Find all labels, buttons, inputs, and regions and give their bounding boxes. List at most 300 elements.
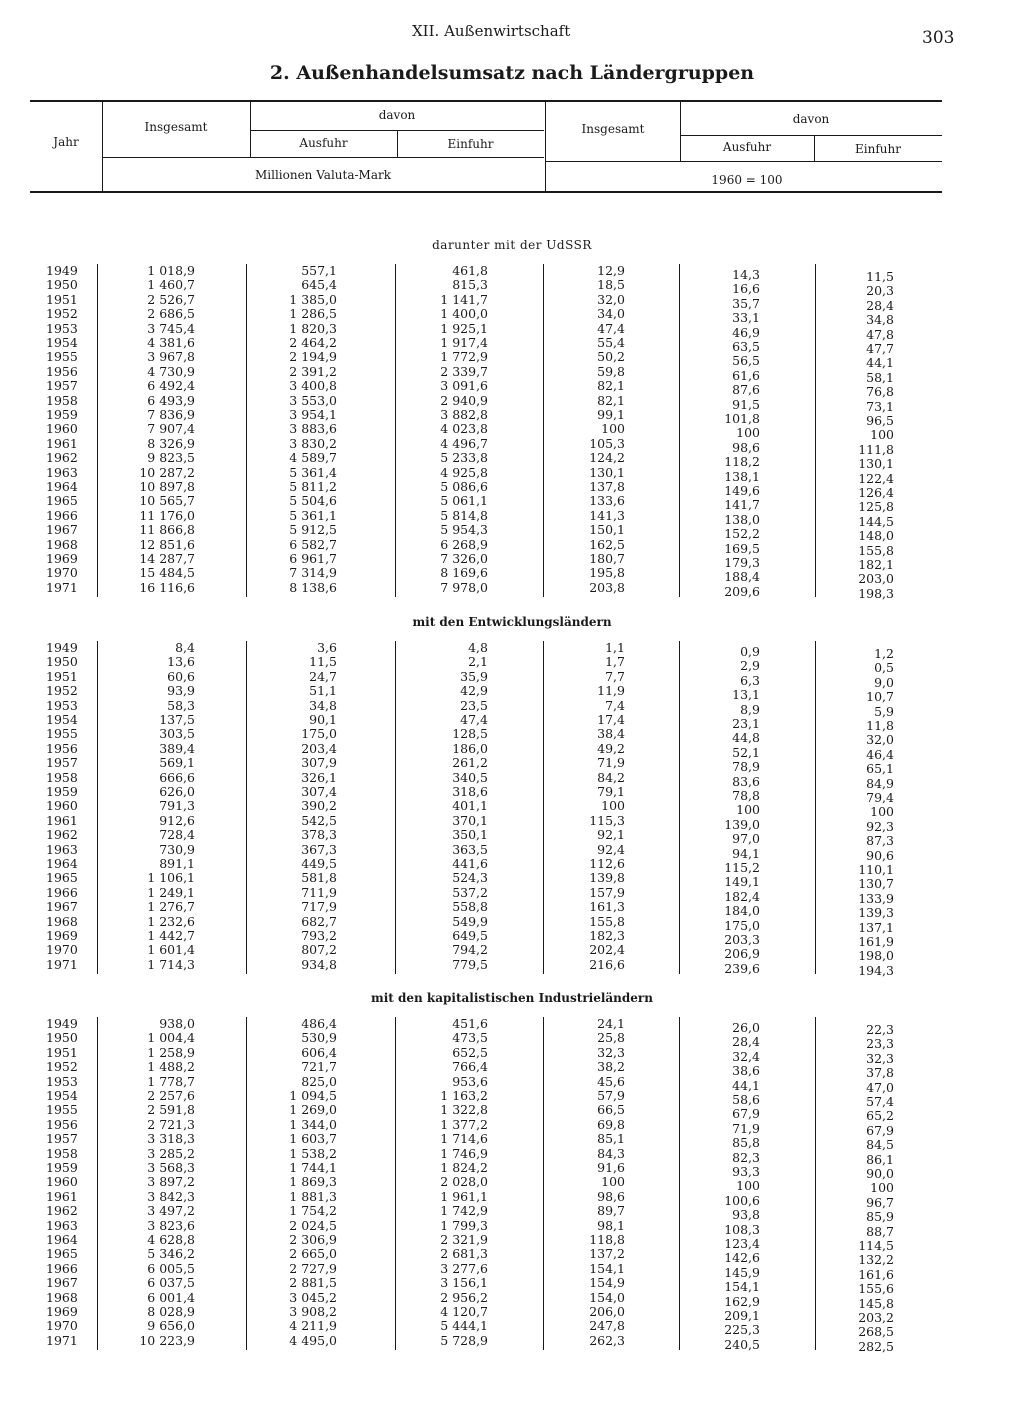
ausfuhr-index-cell: 100,6 [724,1192,760,1208]
insgesamt-index-cell: 203,8 [589,579,625,595]
page-title: 2. Außenhandelsumsatz nach Ländergruppen [269,62,755,84]
einfuhr-index-cell: 47,7 [866,341,894,356]
ausfuhr-index-cell: 141,7 [724,497,760,513]
einfuhr-index-cell: 22,3 [866,1022,894,1037]
einfuhr-value-cell: 7 326,0 [440,551,488,566]
ausfuhr-value-cell: 307,9 [301,755,337,771]
einfuhr-index-cell: 145,8 [858,1295,894,1311]
header-unit-right: 1960 = 100 [711,173,783,187]
ausfuhr-index-cell: 23,1 [732,716,760,731]
year-cell: 1963 [46,841,78,857]
einfuhr-index-cell: 87,3 [866,833,894,849]
ausfuhr-value-cell: 1 744,1 [289,1160,337,1175]
year-cell: 1965 [46,1246,78,1262]
year-cell: 1962 [46,450,78,466]
ausfuhr-index-cell: 56,5 [732,353,760,369]
ausfuhr-index-cell: 139,0 [724,816,760,832]
ausfuhr-index-cell: 115,2 [724,860,760,875]
einfuhr-value-cell: 794,2 [452,942,488,958]
einfuhr-value-cell: 1 961,1 [440,1188,488,1204]
einfuhr-index-cell: 92,3 [866,818,894,834]
insgesamt-value-cell: 13,6 [167,654,195,670]
ausfuhr-value-cell: 2 306,9 [289,1232,337,1247]
ausfuhr-value-cell: 3 045,2 [289,1289,337,1305]
ausfuhr-value-cell: 4 495,0 [289,1332,337,1348]
header-insgesamt-right: Insgesamt [581,122,645,136]
table-row [0,784,1024,805]
insgesamt-index-cell: 155,8 [589,913,625,929]
insgesamt-value-cell: 7 836,9 [147,407,195,422]
insgesamt-value-cell: 1 249,1 [147,884,195,900]
year-cell: 1966 [46,884,78,900]
year-cell: 1960 [46,421,78,437]
einfuhr-value-cell: 363,5 [452,841,488,857]
einfuhr-index-cell: 84,5 [866,1137,894,1153]
page-number: 303 [922,28,955,48]
einfuhr-value-cell: 2 321,9 [440,1232,488,1247]
insgesamt-index-cell: 1,7 [605,654,625,670]
einfuhr-value-cell: 1 377,2 [440,1116,488,1132]
year-cell: 1964 [46,1232,78,1247]
insgesamt-value-cell: 666,6 [159,769,195,785]
insgesamt-value-cell: 1 258,9 [147,1044,195,1060]
einfuhr-index-cell: 194,3 [858,962,894,978]
ausfuhr-index-cell: 87,6 [732,382,760,398]
table-row [0,640,1024,661]
ausfuhr-index-cell: 28,4 [732,1034,760,1050]
ausfuhr-value-cell: 1 820,3 [289,320,337,336]
ausfuhr-value-cell: 581,8 [301,870,337,886]
insgesamt-index-cell: 59,8 [597,363,625,379]
year-cell: 1954 [46,712,78,727]
ausfuhr-index-cell: 58,6 [732,1092,760,1107]
ausfuhr-value-cell: 3 830,2 [289,435,337,451]
ausfuhr-index-cell: 209,6 [724,583,760,599]
insgesamt-index-cell: 100 [601,421,625,437]
einfuhr-index-cell: 65,2 [866,1108,894,1124]
insgesamt-index-cell: 112,6 [589,856,625,871]
ausfuhr-value-cell: 1 286,5 [289,306,337,322]
insgesamt-value-cell: 6 005,5 [147,1260,195,1276]
ausfuhr-index-cell: 154,1 [724,1279,760,1295]
einfuhr-value-cell: 23,5 [460,697,488,713]
ausfuhr-index-cell: 240,5 [724,1336,760,1352]
einfuhr-value-cell: 42,9 [460,683,488,699]
header-ausfuhr-right: Ausfuhr [722,140,772,154]
einfuhr-index-cell: 88,7 [866,1223,894,1239]
einfuhr-index-cell: 28,4 [866,297,894,313]
year-cell: 1971 [46,956,78,972]
einfuhr-value-cell: 318,6 [452,784,488,799]
einfuhr-index-cell: 130,1 [858,456,894,472]
insgesamt-index-cell: 12,9 [597,263,625,278]
insgesamt-value-cell: 10 897,8 [139,479,195,494]
einfuhr-index-cell: 46,4 [866,746,894,762]
year-cell: 1955 [46,726,78,742]
year-cell: 1962 [46,827,78,843]
ausfuhr-value-cell: 326,1 [301,769,337,785]
insgesamt-index-cell: 216,6 [589,956,625,972]
insgesamt-index-cell: 91,6 [597,1160,625,1175]
table-row [0,479,1024,500]
einfuhr-value-cell: 350,1 [452,827,488,843]
ausfuhr-index-cell: 149,1 [724,874,760,890]
year-cell: 1967 [46,1275,78,1291]
einfuhr-index-cell: 100 [870,1180,894,1196]
insgesamt-value-cell: 8 326,9 [147,435,195,451]
insgesamt-index-cell: 17,4 [597,712,625,727]
year-cell: 1950 [46,277,78,293]
ausfuhr-index-cell: 97,0 [732,831,760,847]
insgesamt-value-cell: 2 686,5 [147,306,195,322]
ausfuhr-value-cell: 682,7 [301,913,337,929]
einfuhr-index-cell: 161,9 [858,934,894,949]
einfuhr-index-cell: 84,9 [866,775,894,791]
insgesamt-value-cell: 8 028,9 [147,1304,195,1319]
insgesamt-value-cell: 8,4 [175,640,195,655]
header-ausfuhr-left: Ausfuhr [299,136,348,150]
einfuhr-value-cell: 2 339,7 [440,363,488,379]
year-cell: 1966 [46,1260,78,1276]
einfuhr-value-cell: 1 799,3 [440,1217,488,1233]
insgesamt-index-cell: 50,2 [597,349,625,365]
insgesamt-index-cell: 55,4 [597,335,625,350]
insgesamt-value-cell: 1 442,7 [147,928,195,943]
einfuhr-value-cell: 5 814,8 [440,507,488,523]
insgesamt-index-cell: 32,0 [597,291,625,307]
table-row [0,1016,1024,1037]
ausfuhr-value-cell: 721,7 [301,1059,337,1075]
ausfuhr-index-cell: 32,4 [732,1048,760,1064]
einfuhr-index-cell: 122,4 [858,470,894,486]
einfuhr-index-cell: 37,8 [866,1065,894,1081]
insgesamt-value-cell: 1 018,9 [147,263,195,278]
unit-left-rule [102,157,544,158]
ausfuhr-index-cell: 169,5 [724,540,760,556]
year-cell: 1953 [46,697,78,713]
year-cell: 1952 [46,1059,78,1075]
insgesamt-value-cell: 1 276,7 [147,899,195,915]
ausfuhr-value-cell: 11,5 [309,654,337,670]
insgesamt-index-cell: 24,1 [597,1016,625,1031]
einfuhr-index-cell: 126,4 [858,485,894,500]
ausfuhr-value-cell: 1 538,2 [289,1145,337,1161]
einfuhr-value-cell: 4 023,8 [440,421,488,437]
insgesamt-index-cell: 79,1 [597,784,625,799]
table-row [0,335,1024,356]
insgesamt-index-cell: 262,3 [589,1332,625,1348]
insgesamt-value-cell: 938,0 [159,1016,195,1031]
table-row [0,1160,1024,1181]
einfuhr-index-cell: 96,5 [866,413,894,428]
ausfuhr-index-cell: 94,1 [732,845,760,861]
ausfuhr-value-cell: 3 908,2 [289,1304,337,1319]
insgesamt-index-cell: 82,1 [597,378,625,394]
einfuhr-value-cell: 1 163,2 [440,1088,488,1103]
ausfuhr-value-cell: 90,1 [309,712,337,727]
ausfuhr-index-cell: 2,9 [740,658,760,674]
insgesamt-index-cell: 180,7 [589,551,625,566]
table-row [0,928,1024,949]
ausfuhr-index-cell: 142,6 [724,1250,760,1266]
insgesamt-index-cell: 32,3 [597,1044,625,1060]
ausfuhr-value-cell: 378,3 [301,827,337,843]
insgesamt-value-cell: 6 493,9 [147,392,195,408]
einfuhr-value-cell: 2 956,2 [440,1289,488,1305]
einfuhr-index-cell: 90,0 [866,1166,894,1181]
einfuhr-value-cell: 186,0 [452,740,488,756]
year-cell: 1952 [46,306,78,322]
einfuhr-value-cell: 1 824,2 [440,1160,488,1175]
year-cell: 1963 [46,464,78,480]
ausfuhr-index-cell: 82,3 [732,1149,760,1165]
table-row [0,464,1024,486]
ausfuhr-value-cell: 542,5 [301,812,337,828]
year-cell: 1953 [46,1073,78,1089]
ausfuhr-index-cell: 123,4 [724,1236,760,1251]
insgesamt-value-cell: 1 106,1 [147,870,195,886]
ausfuhr-index-cell: 16,6 [732,281,760,297]
einfuhr-index-cell: 96,7 [866,1194,894,1210]
header-davon-right: davon [792,112,830,126]
einfuhr-value-cell: 128,5 [452,726,488,742]
insgesamt-index-cell: 18,5 [597,277,625,293]
einfuhr-value-cell: 1 714,6 [440,1131,488,1147]
year-cell: 1971 [46,579,78,595]
insgesamt-value-cell: 11 866,8 [139,522,195,538]
ausfuhr-value-cell: 3 954,1 [289,407,337,422]
insgesamt-value-cell: 303,5 [159,726,195,742]
ausfuhr-index-cell: 71,9 [732,1120,760,1136]
insgesamt-index-cell: 247,8 [589,1318,625,1334]
year-cell: 1963 [46,1217,78,1233]
einfuhr-value-cell: 558,8 [452,899,488,915]
ausfuhr-value-cell: 1 269,0 [289,1102,337,1118]
insgesamt-index-cell: 85,1 [597,1131,625,1147]
year-cell: 1958 [46,769,78,785]
einfuhr-index-cell: 9,0 [874,674,894,690]
insgesamt-value-cell: 3 897,2 [147,1174,195,1190]
ausfuhr-index-cell: 13,1 [732,687,760,703]
insgesamt-value-cell: 1 460,7 [147,277,195,293]
section-title-kapitalistische-industrielaender: mit den kapitalistischen Industrieländern [371,991,653,1005]
ausfuhr-value-cell: 8 138,6 [289,579,337,595]
insgesamt-value-cell: 15 484,5 [139,565,195,581]
insgesamt-index-cell: 182,3 [589,928,625,943]
insgesamt-value-cell: 1 714,3 [147,956,195,972]
header-einfuhr-left: Einfuhr [447,137,494,151]
ausfuhr-value-cell: 3,6 [317,640,337,655]
ausfuhr-index-cell: 149,6 [724,483,760,498]
insgesamt-value-cell: 2 721,3 [147,1116,195,1132]
einfuhr-index-cell: 100 [870,427,894,443]
insgesamt-index-cell: 89,7 [597,1203,625,1219]
insgesamt-value-cell: 3 285,2 [147,1145,195,1161]
ausfuhr-value-cell: 717,9 [301,899,337,915]
einfuhr-value-cell: 7 978,0 [440,579,488,595]
ausfuhr-value-cell: 307,4 [301,784,337,799]
chapter-heading: XII. Außenwirtschaft [412,22,571,40]
insgesamt-index-cell: 161,3 [589,899,625,915]
year-cell: 1952 [46,683,78,699]
einfuhr-index-cell: 65,1 [866,761,894,777]
insgesamt-index-cell: 150,1 [589,522,625,538]
einfuhr-index-cell: 132,2 [858,1252,894,1268]
einfuhr-value-cell: 5 061,1 [440,493,488,509]
insgesamt-value-cell: 2 591,8 [147,1102,195,1118]
ausfuhr-value-cell: 825,0 [301,1073,337,1089]
ausfuhr-index-cell: 44,1 [732,1077,760,1093]
ausfuhr-index-cell: 83,6 [732,773,760,789]
ausfuhr-index-cell: 91,5 [732,396,760,412]
insgesamt-value-cell: 10 565,7 [139,493,195,509]
insgesamt-index-cell: 7,4 [605,697,625,713]
einfuhr-value-cell: 537,2 [452,884,488,900]
insgesamt-index-cell: 137,8 [589,479,625,494]
table-row [0,263,1024,284]
einfuhr-value-cell: 4 925,8 [440,464,488,480]
einfuhr-value-cell: 261,2 [452,755,488,771]
ausfuhr-index-cell: 35,7 [732,295,760,311]
einfuhr-index-cell: 198,3 [858,585,894,601]
year-cell: 1968 [46,536,78,552]
year-cell: 1955 [46,349,78,365]
year-cell: 1968 [46,1289,78,1305]
year-cell: 1954 [46,335,78,350]
ausfuhr-value-cell: 1 385,0 [289,291,337,307]
einfuhr-value-cell: 779,5 [452,956,488,972]
einfuhr-index-cell: 133,9 [858,890,894,906]
einfuhr-index-cell: 11,8 [866,718,894,733]
einfuhr-value-cell: 47,4 [460,712,488,727]
einfuhr-value-cell: 35,9 [460,668,488,684]
table-row [0,1232,1024,1253]
einfuhr-index-cell: 137,1 [858,919,894,935]
einfuhr-index-cell: 1,2 [874,646,894,661]
einfuhr-value-cell: 340,5 [452,769,488,785]
ausfuhr-value-cell: 807,2 [301,942,337,958]
insgesamt-value-cell: 93,9 [167,683,195,699]
insgesamt-value-cell: 10 223,9 [139,1332,195,1348]
ausfuhr-index-cell: 46,9 [732,324,760,340]
year-cell: 1958 [46,1145,78,1161]
table-row [0,1044,1024,1066]
insgesamt-index-cell: 137,2 [589,1246,625,1262]
ausfuhr-value-cell: 711,9 [301,884,337,900]
insgesamt-index-cell: 105,3 [589,435,625,451]
unit-right-rule [546,161,942,162]
ausfuhr-index-cell: 0,9 [740,644,760,659]
ausfuhr-index-cell: 14,3 [732,267,760,282]
einfuhr-index-cell: 11,5 [866,269,894,284]
ausfuhr-value-cell: 34,8 [309,697,337,713]
table-row [0,1088,1024,1109]
einfuhr-index-cell: 47,8 [866,326,894,342]
section-block-udssr [0,263,1024,601]
insgesamt-value-cell: 12 851,6 [139,536,195,552]
ausfuhr-index-cell: 188,4 [724,569,760,585]
einfuhr-value-cell: 766,4 [452,1059,488,1075]
insgesamt-value-cell: 3 497,2 [147,1203,195,1219]
year-cell: 1960 [46,1174,78,1190]
insgesamt-index-cell: 82,1 [597,392,625,408]
year-cell: 1949 [46,1016,78,1031]
einfuhr-index-cell: 125,8 [858,499,894,515]
ausfuhr-value-cell: 5 504,6 [289,493,337,509]
einfuhr-index-cell: 20,3 [866,283,894,299]
header-davon-left: davon [378,108,416,122]
einfuhr-value-cell: 3 156,1 [440,1275,488,1291]
ausfuhr-index-cell: 145,9 [724,1264,760,1280]
ausfuhr-value-cell: 6 961,7 [289,551,337,566]
year-cell: 1970 [46,942,78,958]
einfuhr-index-cell: 32,3 [866,1050,894,1066]
ausfuhr-value-cell: 645,4 [301,277,337,293]
ausfuhr-value-cell: 5 912,5 [289,522,337,538]
insgesamt-index-cell: 45,6 [597,1073,625,1089]
insgesamt-index-cell: 98,1 [597,1217,625,1233]
section-block-kapitalistische-industrielaender [0,1016,1024,1354]
ausfuhr-index-cell: 118,2 [724,454,760,470]
einfuhr-value-cell: 4,8 [468,640,488,655]
insgesamt-value-cell: 14 287,7 [139,551,195,566]
einfuhr-value-cell: 401,1 [452,798,488,814]
ausfuhr-value-cell: 203,4 [301,740,337,756]
insgesamt-value-cell: 3 318,3 [147,1131,195,1147]
section-title-udssr: darunter mit der UdSSR [432,238,592,252]
ausfuhr-index-cell: 78,8 [732,788,760,803]
einfuhr-index-cell: 148,0 [858,528,894,544]
insgesamt-value-cell: 626,0 [159,784,195,799]
einfuhr-value-cell: 1 772,9 [440,349,488,365]
einfuhr-index-cell: 10,7 [866,689,894,705]
year-cell: 1951 [46,291,78,307]
year-cell: 1967 [46,522,78,538]
einfuhr-index-cell: 90,6 [866,847,894,863]
einfuhr-value-cell: 5 954,3 [440,522,488,538]
einfuhr-index-cell: 44,1 [866,355,894,371]
insgesamt-value-cell: 60,6 [167,668,195,684]
ausfuhr-index-cell: 203,3 [724,932,760,947]
table-row [0,407,1024,428]
einfuhr-value-cell: 549,9 [452,913,488,929]
insgesamt-value-cell: 3 842,3 [147,1188,195,1204]
insgesamt-index-cell: 57,9 [597,1088,625,1103]
ausfuhr-value-cell: 486,4 [301,1016,337,1031]
ausfuhr-index-cell: 209,1 [724,1308,760,1323]
year-cell: 1955 [46,1102,78,1118]
insgesamt-index-cell: 100 [601,1174,625,1190]
section-block-entwicklungslaender [0,640,1024,978]
ausfuhr-value-cell: 449,5 [301,856,337,871]
einfuhr-value-cell: 2 028,0 [440,1174,488,1190]
insgesamt-index-cell: 47,4 [597,320,625,336]
insgesamt-value-cell: 728,4 [159,827,195,843]
einfuhr-index-cell: 139,3 [858,905,894,921]
ausfuhr-index-cell: 100 [736,802,760,818]
header-divider-middle [545,102,546,191]
year-cell: 1961 [46,1188,78,1204]
ausfuhr-value-cell: 1 094,5 [289,1088,337,1103]
ausfuhr-index-cell: 85,8 [732,1135,760,1151]
insgesamt-value-cell: 1 488,2 [147,1059,195,1075]
einfuhr-value-cell: 1 742,9 [440,1203,488,1219]
insgesamt-index-cell: 1,1 [605,640,625,655]
ausfuhr-value-cell: 606,4 [301,1044,337,1060]
einfuhr-index-cell: 182,1 [858,557,894,572]
table-header-bottom-rule [30,191,942,193]
year-cell: 1967 [46,899,78,915]
